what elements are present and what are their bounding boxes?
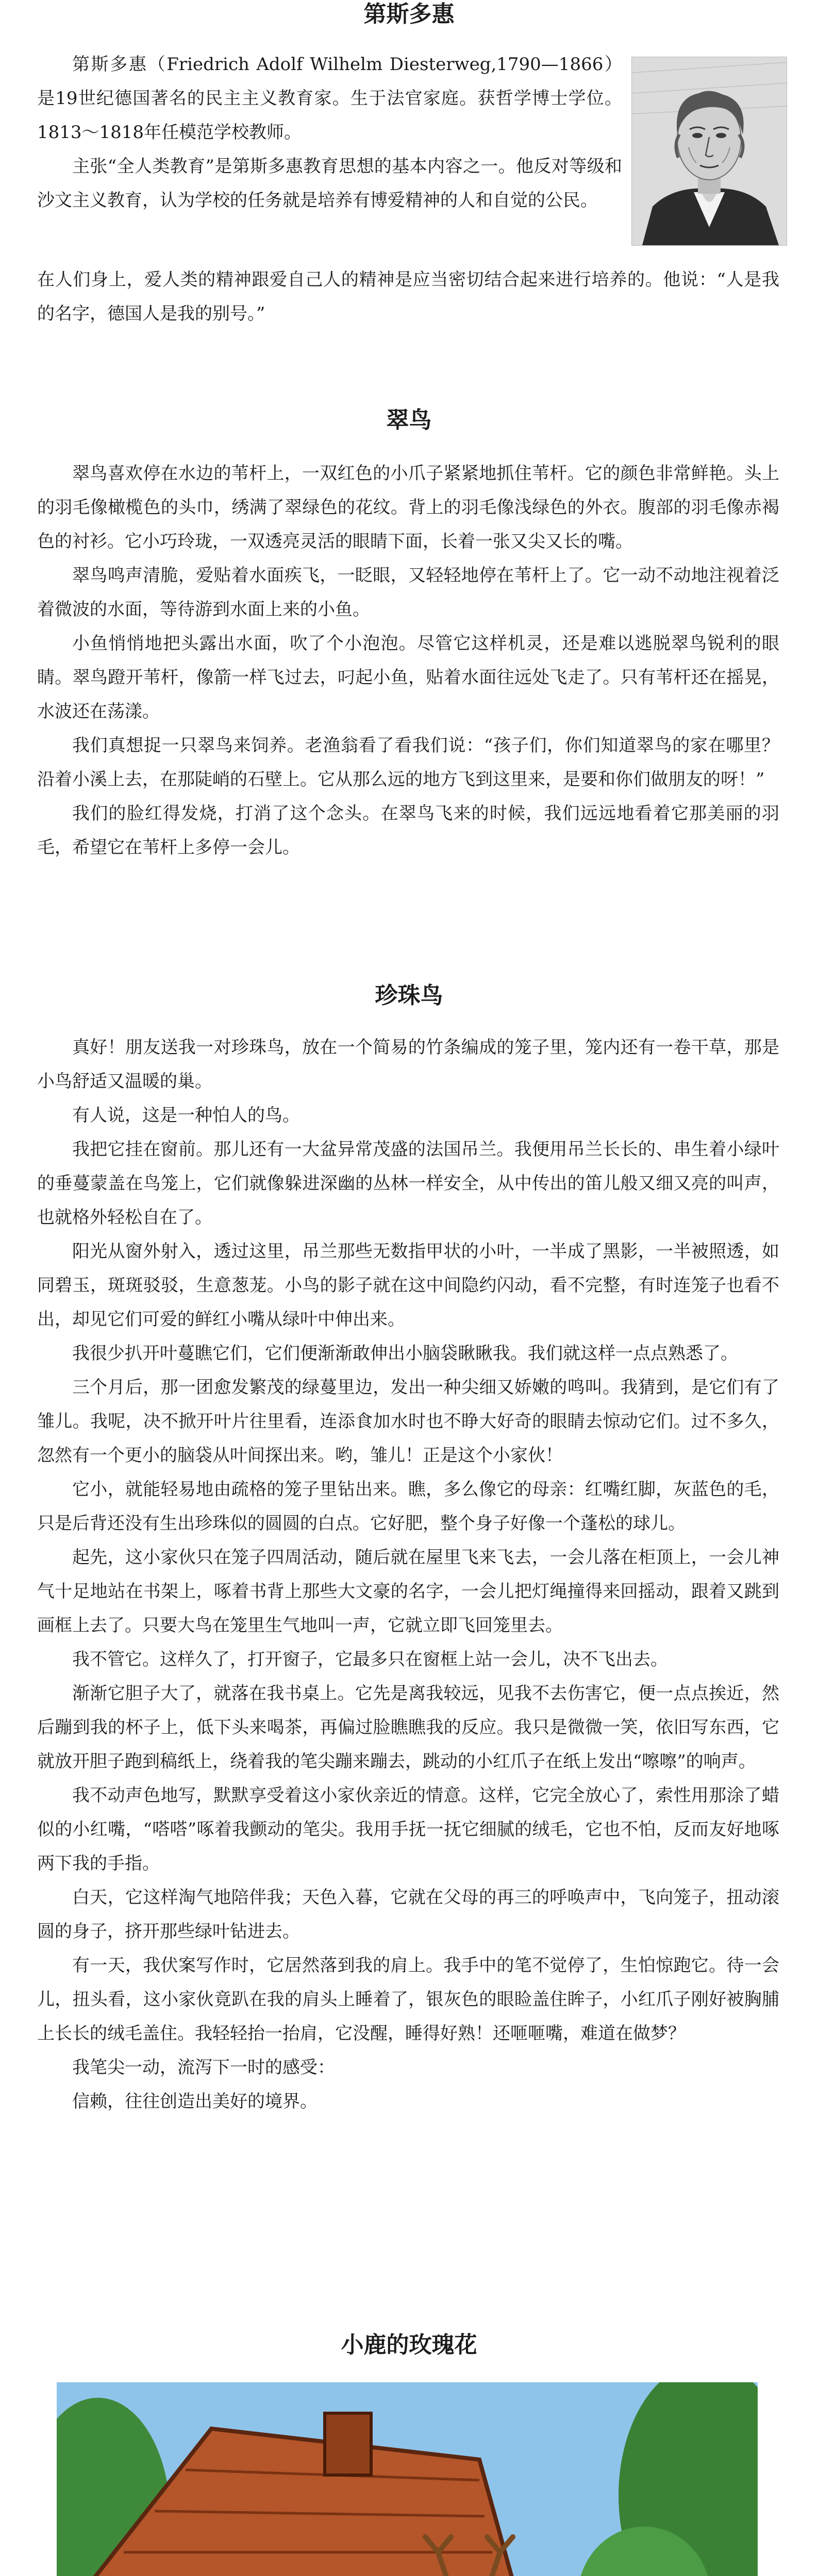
pearlbird-paragraph-3: 我把它挂在窗前。那儿还有一大盆异常茂盛的法国吊兰。我便用吊兰长长的、串生着小绿叶的垂蔓蒙盖在鸟笼上，它们就像躲进深幽的丛林一样安全，从中传出的笛儿般又细又亮的叫声，也就格外轻松自在了。	[37, 1139, 779, 1228]
pearlbird-paragraph-9: 我不管它。这样久了，打开窗子，它最多只在窗框上站一会儿，决不飞出去。	[72, 1649, 668, 1670]
pearlbird-paragraph-4: 阳光从窗外射入，透过这里，吊兰那些无数指甲状的小叶，一半成了黑影，一半被照透，如同碧玉，斑斑驳驳，生意葱茏。小鸟的影子就在这中间隐约闪动，看不完整，有时连笼子也看不出，却见它们可爱的鲜红小嘴从绿叶中伸出来。	[37, 1241, 779, 1330]
section-title-kingfisher: 翠鸟	[386, 407, 432, 433]
kingfisher-paragraph-1: 翠鸟喜欢停在水边的苇杆上，一双红色的小爪子紧紧地抓住苇杆。它的颜色非常鲜艳。头上的羽毛像橄榄色的头巾，绣满了翠绿色的花纹。背上的羽毛像浅绿色的外衣。腹部的羽毛像赤褐色的衬衫。它小巧玲珑，一双透亮灵活的眼睛下面，长着一张又尖又长的嘴。	[37, 463, 779, 552]
pearlbird-paragraph-10: 渐渐它胆子大了，就落在我书桌上。它先是离我较远，见我不去伤害它，便一点点挨近，然后蹦到我的杯子上，低下头来喝茶，再偏过脸瞧瞧我的反应。我只是微微一笑，依旧写东西，它就放开胆子跑到稿纸上，绕着我的笔尖蹦来蹦去，跳动的小红爪子在纸上发出“嚓嚓”的响声。	[37, 1683, 779, 1772]
pearlbird-paragraph-5: 我很少扒开叶蔓瞧它们，它们便渐渐敢伸出小脑袋瞅瞅我。我们就这样一点点熟悉了。	[72, 1343, 738, 1364]
pearlbird-paragraph-15: 信赖，往往创造出美好的境界。	[72, 2091, 318, 2112]
section-diesterweg	[0, 0, 818, 340]
kingfisher-paragraph-5: 我们的脸红得发烧，打消了这个念头。在翠鸟飞来的时候，我们远远地看着它那美丽的羽毛，希望它在苇杆上多停一会儿。	[37, 803, 779, 858]
pearlbird-paragraph-13: 有一天，我伏案写作时，它居然落到我的肩上。我手中的笔不觉停了，生怕惊跑它。待一会儿，扭头看，这小家伙竟趴在我的肩头上睡着了，银灰色的眼睑盖住眸子，小红爪子刚好被胸脯上长长的绒毛盖住。我轻轻抬一抬肩，它没醒，睡得好熟！还咂咂嘴，难道在做梦？	[37, 1955, 779, 2044]
section-title-diesterweg: 第斯多惠	[363, 1, 455, 27]
fawn-illustration-image	[57, 2382, 758, 2576]
pearlbird-paragraph-7: 它小，就能轻易地由疏格的笼子里钻出来。瞧，多么像它的母亲：红嘴红脚，灰蓝色的毛，只是后背还没有生出珍珠似的圆圆的白点。它好肥，整个身子好像一个蓬松的球儿。	[37, 1479, 779, 1534]
diesterweg-intro-paragraph-2: 主张“全人类教育”是第斯多惠教育思想的基本内容之一。他反对等级和沙文主义教育，认为学校的任务就是培养有博爱精神的人和自觉的公民。	[37, 156, 622, 211]
kingfisher-body	[37, 456, 779, 865]
pearlbird-paragraph-2: 有人说，这是一种怕人的鸟。	[72, 1105, 300, 1126]
diesterweg-portrait-image	[631, 57, 787, 246]
diesterweg-intro-paragraph-1: 第斯多惠（Friedrich Adolf Wilhelm Diesterweg,1790—1866）是19世纪德国著名的民主主义教育家。生于法官家庭。获哲学博士学位。1813～1818年任模范学校教师。	[37, 54, 622, 143]
section-title-pearlbird: 珍珠鸟	[375, 982, 443, 1009]
kingfisher-paragraph-2: 翠鸟鸣声清脆，爱贴着水面疾飞，一眨眼，又轻轻地停在苇杆上了。它一动不动地注视着泛着微波的水面，等待游到水面上来的小鱼。	[37, 565, 779, 620]
pearlbird-paragraph-14: 我笔尖一动，流泻下一时的感受：	[72, 2057, 335, 2078]
pearlbird-paragraph-11: 我不动声色地写，默默享受着这小家伙亲近的情意。这样，它完全放心了，索性用那涂了蜡似的小红嘴，“嗒嗒”啄着我颤动的笔尖。我用手抚一抚它细腻的绒毛，它也不怕，反而友好地啄两下我的手指。	[37, 1785, 779, 1874]
pearlbird-paragraph-6: 三个月后，那一团愈发繁茂的绿蔓里边，发出一种尖细又娇嫩的鸣叫。我猜到，是它们有了雏儿。我呢，决不掀开叶片往里看，连添食加水时也不睁大好奇的眼睛去惊动它们。过不多久，忽然有一个更小的脑袋从叶间探出来。哟，雏儿！正是这个小家伙！	[37, 1377, 779, 1466]
pearlbird-paragraph-1: 真好！朋友送我一对珍珠鸟，放在一个简易的竹条编成的笼子里，笼内还有一卷干草，那是小鸟舒适又温暖的巢。	[37, 1037, 779, 1092]
section-fawn	[0, 2331, 818, 2360]
section-kingfisher	[0, 406, 818, 926]
diesterweg-intro	[37, 47, 622, 217]
section-pearlbird	[0, 981, 818, 2112]
section-title-fawn: 小鹿的玫瑰花	[341, 2332, 477, 2358]
pearlbird-body	[37, 1030, 779, 2119]
diesterweg-quote-paragraph: 在人们身上，爱人类的精神跟爱自己人的精神是应当密切结合起来进行培养的。他说：“人是我的名字，德国人是我的别号。”	[37, 269, 779, 324]
kingfisher-paragraph-3: 小鱼悄悄地把头露出水面，吹了个小泡泡。尽管它这样机灵，还是难以逃脱翠鸟锐利的眼睛。翠鸟蹬开苇杆，像箭一样飞过去，叼起小鱼，贴着水面往远处飞走了。只有苇杆还在摇晃，水波还在荡漾。	[37, 633, 779, 722]
kingfisher-paragraph-4: 我们真想捉一只翠鸟来饲养。老渔翁看了看我们说：“孩子们，你们知道翠鸟的家在哪里？沿着小溪上去，在那陡峭的石壁上。它从那么远的地方飞到这里来，是要和你们做朋友的呀！”	[37, 735, 779, 790]
diesterweg-quote-block	[37, 263, 779, 331]
pearlbird-paragraph-8: 起先，这小家伙只在笼子四周活动，随后就在屋里飞来飞去，一会儿落在柜顶上，一会儿神气十足地站在书架上，啄着书背上那些大文豪的名字，一会儿把灯绳撞得来回摇动，跟着又跳到画框上去了。只要大鸟在笼里生气地叫一声，它就立即飞回笼里去。	[37, 1547, 779, 1636]
pearlbird-paragraph-12: 白天，它这样淘气地陪伴我；天色入暮，它就在父母的再三的呼唤声中，飞向笼子，扭动滚圆的身子，挤开那些绿叶钻进去。	[37, 1887, 779, 1942]
